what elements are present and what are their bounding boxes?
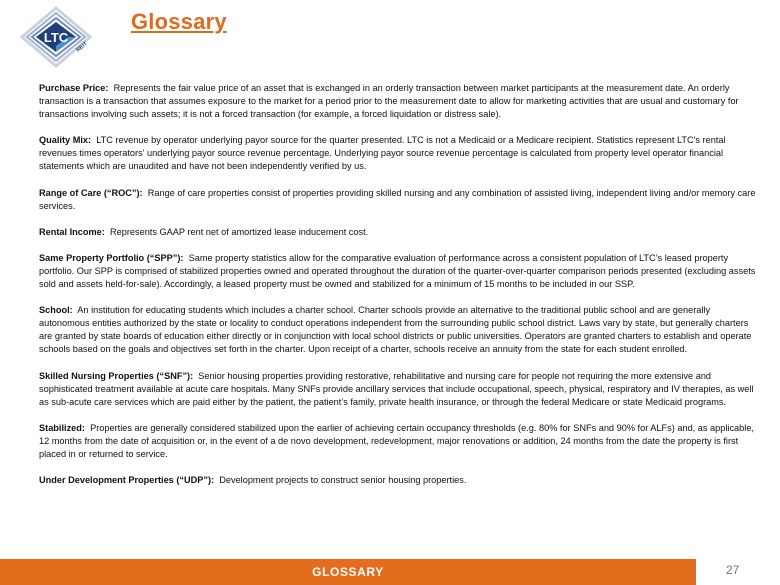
glossary-entry-stabilized bbox=[39, 422, 761, 461]
term: Quality Mix: bbox=[39, 135, 92, 146]
definition: Senior housing properties providing restorative, rehabilitative and nursing care for people not requiring the more extensive and sophisticated treatment available at acute care hospitals. Many SNFs provide ancillary services that include occupational, speech, physical, respiratory and IV therapies, as well as sub-acute care services which are paid either by the patient, the patient’s family, private health insurance, or through the federal Medicare or state Medicaid programs. bbox=[39, 370, 754, 407]
page-number: 27 bbox=[726, 563, 740, 577]
glossary-entry-under-development-properties bbox=[39, 474, 761, 487]
term: Range of Care (“ROC”): bbox=[39, 187, 143, 198]
term: Under Development Properties (“UDP”): bbox=[39, 475, 215, 486]
logo-text: LTC bbox=[43, 30, 69, 45]
ltc-reit-logo bbox=[8, 6, 108, 68]
definition: Range of care properties consist of properties providing skilled nursing and any combination of assisted living, independent living and/or memory care services. bbox=[39, 187, 756, 211]
glossary-list bbox=[39, 82, 761, 500]
glossary-entry-rental-income bbox=[39, 226, 761, 239]
glossary-entry-skilled-nursing-properties bbox=[39, 370, 761, 409]
footer-bar bbox=[0, 559, 696, 585]
glossary-entry-same-property-portfolio bbox=[39, 252, 761, 291]
definition: An institution for educating students which includes a charter school. Charter schools provide an alternative to the traditional public school and are generally autonomous entities authorized by the state or locality to conduct operations independent from the surrounding public school district. Laws vary by state, but generally charters are granted by state boards of education either directly or in conjunction with local school districts or public universities. Operators are granted charters to establish and operate schools based on the goals and objectives set forth in the charter. Upon receipt of a charter, schools receive an annuity from the state for each student enrolled. bbox=[39, 305, 752, 355]
logo-subtext: REIT bbox=[75, 40, 89, 54]
term: Purchase Price: bbox=[39, 83, 109, 93]
glossary-entry-range-of-care bbox=[39, 187, 761, 213]
definition: Properties are generally considered stabilized upon the earlier of achieving certain occupancy thresholds (e.g. 80% for SNFs and 90% for ALFs) and, as applicable, 12 months from the date of acquisition or, in the event of a de novo development, redevelopment, major renovations or addition, 24 months from the date the property is first placed in or returned to service. bbox=[39, 422, 754, 459]
definition: Represents the fair value price of an asset that is exchanged in an orderly transaction between market participants at the measurement date. An orderly transaction is a transaction that assumes exposure to the market for a period prior to the measurement date to allow for marketing activities that are usual and customary for transactions involving such assets; it is not a forced transaction (for example, a forced liquidation or distress sale). bbox=[39, 83, 739, 120]
glossary-entry-purchase-price bbox=[39, 82, 761, 121]
term: Skilled Nursing Properties (“SNF”): bbox=[39, 370, 194, 381]
page-title: Glossary bbox=[131, 9, 227, 34]
term: School: bbox=[39, 305, 73, 316]
glossary-entry-quality-mix bbox=[39, 134, 761, 173]
term: Rental Income: bbox=[39, 226, 105, 237]
term: Stabilized: bbox=[39, 422, 85, 433]
definition: Represents GAAP rent net of amortized lease inducement cost. bbox=[109, 226, 369, 237]
glossary-entry-school bbox=[39, 304, 761, 356]
definition: Development projects to construct senior housing properties. bbox=[219, 475, 467, 486]
definition: LTC revenue by operator underlying payor source for the quarter presented. LTC is not a Medicaid or a Medicare recipient. Statistics represent LTC's rental revenues times operators' underlying payor source revenue percentage. Underlying payor source revenue percentage is calculated from property level operator financial statements which are unaudited and have not been independently verified by us. bbox=[39, 135, 726, 172]
footer-section-label: GLOSSARY bbox=[312, 565, 384, 579]
term: Same Property Portfolio (“SPP”): bbox=[39, 252, 184, 263]
definition: Same property statistics allow for the comparative evaluation of performance across a consistent population of LTC’s leased property portfolio. Our SPP is comprised of stabilized properties owned and operated throughout the duration of the quarter-over-quarter comparison periods presented (excluding assets sold and assets held-for-sale). Accordingly, a leased property must be owned and stabilized for a minimum of 15 months to be included in our SSP. bbox=[39, 252, 756, 290]
